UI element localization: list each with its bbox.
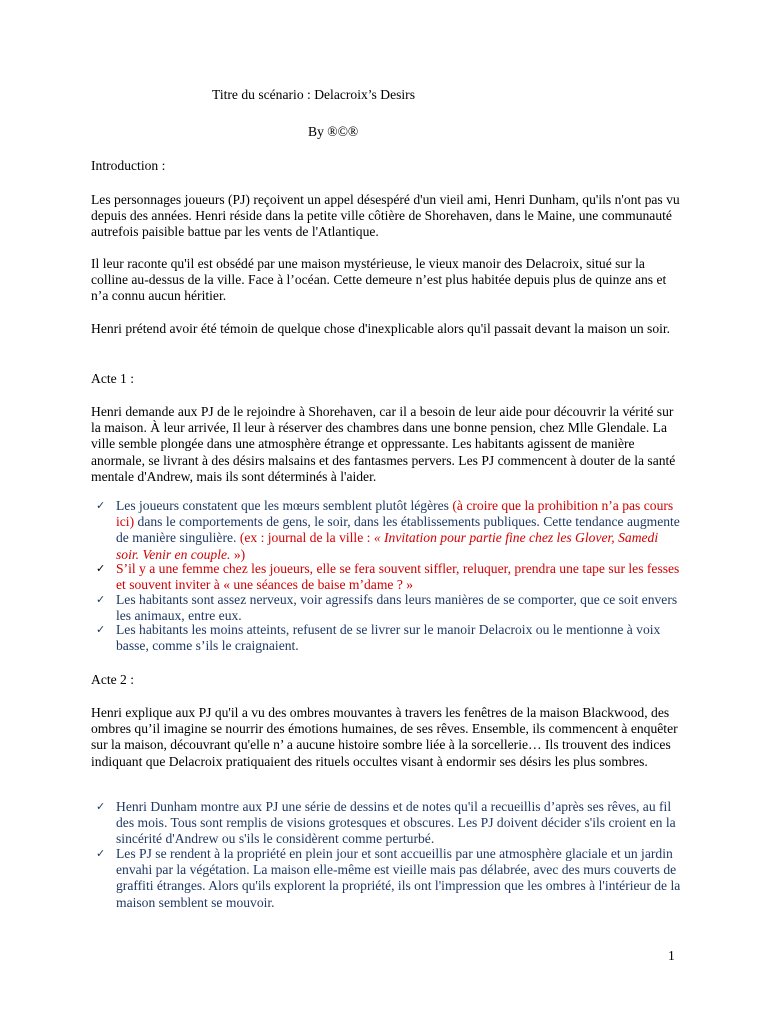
checkmark-icon: ✓ [96, 593, 106, 606]
acte2-heading: Acte 2 : [91, 672, 135, 687]
acte1-bullet-3: ✓ Les habitants sont assez nerveux, voir agressifs dans leurs manières de se comporter, que ce soit envers les animaux, entre eux. [96, 592, 678, 624]
acte2-bullet-1: ✓ Henri Dunham montre aux PJ une série de dessins et de notes qu'il a recueillis d’après ses rêves, au fil des mois. Tous sont remplis de visions grotesques et obscures. Les PJ doivent décider s'ils croient en la sincérité d'Andrew ou s'ils le considèrent comme perturbé. [96, 799, 676, 847]
checkmark-icon: ✓ [96, 499, 106, 512]
acte1-bullet-2: ✓ S’il y a une femme chez les joueurs, elle se fera souvent siffler, reluquer, prendra une tape sur les fesses et souvent inviter à « une séances de baise m’dame ? » [96, 561, 680, 593]
acte1-bullet-4: ✓ Les habitants les moins atteints, refusent de se livrer sur le manoir Delacroix ou le mentionne à voix basse, comme s’ils le craignaient. [96, 622, 661, 654]
scenario-title: Titre du scénario : Delacroix’s Desirs [212, 87, 415, 102]
acte1-heading: Acte 1 : [91, 371, 135, 386]
checkmark-icon: ✓ [96, 562, 106, 575]
checkmark-icon: ✓ [96, 623, 106, 636]
intro-heading: Introduction : [91, 158, 166, 173]
acte2-bullet-2: ✓ Les PJ se rendent à la propriété en plein jour et sont accueillis par une atmosphère glaciale et un jardin envahi par la végétation. La maison elle-même est vieille mais pas délabrée, avec des murs couverts de graffiti étranges. Alors qu'ils explorent la propriété, ils ont l'impression que les ombres à l'intérieur de la maison semblent se mouvoir. [96, 846, 681, 910]
page-number: 1 [668, 948, 675, 963]
checkmark-icon: ✓ [96, 800, 106, 813]
intro-paragraph-1: Les personnages joueurs (PJ) reçoivent un appel désespéré d'un vieil ami, Henri Dunham, qu'ils n'ont pas vu depuis des années. Henri réside dans la petite ville côtière de Shorehaven, dans le Maine, une communauté autrefois paisible battue par les vents de l'Atlantique. [91, 192, 680, 240]
checkmark-icon: ✓ [96, 847, 106, 860]
acte1-paragraph: Henri demande aux PJ de le rejoindre à Shorehaven, car il a besoin de leur aide pour découvrir la vérité sur la maison. À leur arrivée, Il leur à réserver des chambres dans une bonne pension, chez Mlle Glendale. La ville semble plongée dans une atmosphère étrange et oppressante. Les habitants agissent de manière anormale, se livrant à des désirs malsains et des fantasmes pervers. Les PJ commencent à douter de la santé mentale d'Andrew, mais ils sont déterminés à l'aider. [91, 404, 676, 484]
acte2-paragraph: Henri explique aux PJ qu'il a vu des ombres mouvantes à travers les fenêtres de la maison Blackwood, des ombres qu’il imagine se nourrir des émotions humaines, de ses rêves. Ensemble, ils commencent à enquêter sur la maison, découvrant qu'elle n’ a aucune histoire sombre liée à la sorcellerie… Ils trouvent des indices indiquant que Delacroix pratiquaient des rituels occultes visant à endormir ses désirs les plus sombres. [91, 705, 678, 769]
byline: By ®©® [308, 124, 359, 139]
intro-paragraph-3: Henri prétend avoir été témoin de quelque chose d'inexplicable alors qu'il passait devant la maison un soir. [91, 321, 671, 336]
intro-paragraph-2: Il leur raconte qu'il est obsédé par une maison mystérieuse, le vieux manoir des Delacroix, situé sur la colline au-dessus de la ville. Face à l’océan. Cette demeure n’est plus habitée depuis plus de quinze ans et n’a connu aucun héritier. [91, 256, 667, 304]
acte1-bullet-1: ✓ Les joueurs constatent que les mœurs semblent plutôt légères (à croire que la prohibition n’a pas cours ici) dans le comportements de gens, le soir, dans les établissements publiques. Cette tendance augmente de manière singulière. (ex : journal de la ville : « Invitation pour partie fine chez les Glover, Samedi soir. Venir en couple. ») [96, 498, 680, 562]
